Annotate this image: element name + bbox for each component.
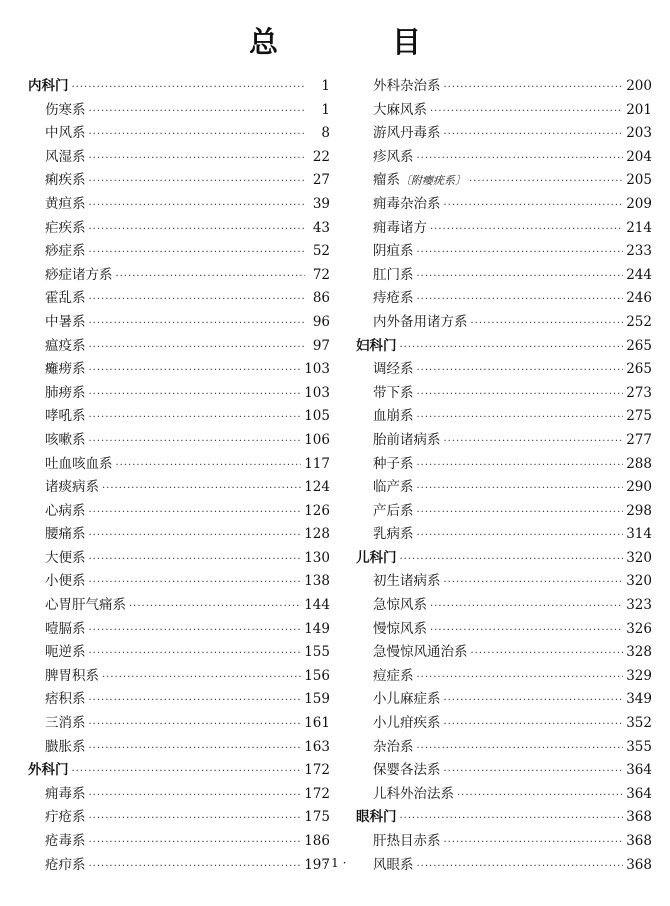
toc-label: 风湿系 [45,148,86,165]
toc-entry-row[interactable] [356,499,652,523]
toc-entry-row[interactable] [356,381,652,405]
toc-entry-row[interactable] [28,735,330,759]
toc-page-number: 275 [626,408,652,425]
page-number-footer: · 1 · [323,856,347,870]
toc-entry-row[interactable] [356,829,652,853]
dot-leader [444,436,624,447]
toc-label: 癱痨系 [45,361,86,378]
dot-leader [457,790,623,801]
toc-page-number: 72 [312,266,330,283]
toc-page-number: 329 [626,667,652,684]
dot-leader [417,483,624,494]
toc-entry-row[interactable] [356,687,652,711]
toc-page-number: 290 [626,479,652,496]
toc-page-number: 326 [626,620,652,637]
toc-page-number: 288 [626,455,652,472]
toc-page-number: 22 [312,148,330,165]
dot-leader [417,460,624,471]
toc-entry-row[interactable] [28,569,330,593]
toc-label: 外科杂治系 [373,78,441,94]
toc-entry-row[interactable] [28,546,330,570]
toc-entry-row[interactable] [356,522,652,546]
dot-leader [116,271,306,282]
toc-page-number: 144 [304,597,330,614]
toc-label: 杂治系 [373,738,414,755]
dot-leader [102,672,301,683]
dot-leader [417,365,624,376]
dot-leader [444,82,624,93]
toc-label: 瘤系 [373,172,400,189]
toc-label: 大麻风系 [373,101,427,118]
toc-page-number: 156 [304,667,330,684]
toc-entry-row[interactable] [28,664,330,688]
toc-entry-row[interactable] [356,168,652,192]
toc-label: 内外备用诸方系 [373,313,468,330]
toc-right-column [356,74,652,876]
toc-label: 疹风系 [373,148,414,165]
toc-section-row[interactable] [28,758,330,782]
dot-leader [89,530,302,541]
dot-leader [89,837,302,848]
dot-leader [102,483,301,494]
toc-entry-row[interactable] [28,216,330,240]
toc-page-number: 86 [312,290,330,307]
toc-page-number: 246 [626,290,652,307]
dot-leader [469,176,623,187]
toc-label: 风眼系 [373,856,414,873]
dot-leader [89,129,306,140]
toc-label: 带下系 [373,384,414,401]
toc-label: 痈毒系 [45,785,86,802]
toc-page-number: 155 [304,644,330,661]
dot-leader [417,294,624,305]
toc-page-number: 124 [304,479,330,496]
toc-entry-row[interactable] [356,640,652,664]
toc-label: 乳病系 [373,526,414,543]
toc-label: 小便系 [45,573,86,590]
toc-entry-row[interactable] [28,381,330,405]
toc-label: 噎膈系 [45,620,86,637]
toc-label: 中风系 [45,125,86,142]
toc-label: 痔疮系 [373,290,414,307]
toc-page-number: 197 [304,856,330,873]
toc-page-number: 320 [626,573,652,590]
dot-leader [116,460,302,471]
toc-page-number: 323 [626,597,652,614]
toc-page-number: 320 [626,549,652,566]
toc-label: 中暑系 [45,313,86,330]
toc-page-number: 172 [304,762,330,779]
toc-label: 眼科门 [356,809,397,826]
toc-label: 心胃肝气痛系 [45,597,126,614]
toc-entry-row[interactable] [28,805,330,829]
toc-page-number: 204 [626,148,652,165]
dot-leader [471,648,624,659]
toc-page-number: 277 [626,431,652,448]
toc-page-number: 159 [304,691,330,708]
toc-entry-row[interactable] [356,216,652,240]
dot-leader [89,106,306,117]
dot-leader [430,106,623,117]
toc-entry-row[interactable] [356,569,652,593]
dot-leader [417,672,624,683]
dot-leader [89,743,302,754]
dot-leader [89,224,306,235]
dot-leader [89,554,302,565]
toc-page-number: 368 [626,856,652,873]
toc-entry-row[interactable] [28,286,330,310]
toc-entry-row[interactable] [356,121,652,145]
dot-leader [89,412,302,423]
toc-label: 腰痛系 [45,526,86,543]
toc-entry-row[interactable] [28,98,330,122]
toc-entry-row[interactable] [28,640,330,664]
toc-entry-row[interactable] [356,192,652,216]
dot-leader [417,530,624,541]
toc-entry-row[interactable] [356,74,652,98]
toc-entry-row[interactable] [28,404,330,428]
dot-leader [444,577,624,588]
dot-leader [89,813,302,824]
toc-label: 痢疾系 [45,172,86,189]
dot-leader [89,507,302,518]
toc-page-number: 105 [304,408,330,425]
toc-page-number: 97 [312,337,330,354]
toc-entry-row[interactable] [356,735,652,759]
dot-leader [89,153,306,164]
toc-page-number: 205 [626,172,652,189]
toc-page-number: 27 [312,172,330,189]
toc-entry-row[interactable] [356,286,652,310]
toc-page-number: 175 [304,809,330,826]
toc-label: 外科门 [28,762,69,779]
toc-page-number: 355 [626,738,652,755]
toc-label: 儿科门 [356,549,397,566]
toc-page-number: 117 [304,455,330,472]
toc-entry-row[interactable] [356,404,652,428]
toc-label: 黄疸系 [45,195,86,212]
toc-label: 痧症系 [45,243,86,260]
toc-label: 急慢惊风通治系 [373,644,468,661]
toc-label: 吐血咳血系 [45,455,113,472]
toc-page-number: 103 [304,361,330,378]
toc-label: 游风丹毒系 [373,125,441,142]
toc-page-number: 244 [626,266,652,283]
toc-page-number: 1 [321,101,330,118]
toc-page-number: 364 [626,785,652,802]
toc-label: 小儿麻症系 [373,691,441,708]
toc-label: 疔疮系 [45,809,86,826]
toc-label: 产后系 [373,502,414,519]
dot-leader [89,318,306,329]
toc-label: 肛门系 [373,266,414,283]
toc-entry-row[interactable] [28,192,330,216]
toc-entry-row[interactable] [28,145,330,169]
toc-label: 妇科门 [356,337,397,354]
toc-label: 保婴各法系 [373,762,441,779]
toc-entry-row[interactable] [28,263,330,287]
toc-page-number: 273 [626,384,652,401]
toc-left-column [28,74,330,876]
toc-label: 痈毒诸方 [373,219,427,236]
toc-entry-row[interactable] [28,617,330,641]
toc-page-number: 172 [304,785,330,802]
toc-page-number: 163 [304,738,330,755]
toc-page-number: 186 [304,833,330,849]
dot-leader [444,200,624,211]
toc-entry-row[interactable] [356,310,652,334]
dot-leader [89,365,302,376]
toc-page-number: 52 [312,243,330,260]
toc-label: 急惊风系 [373,597,427,614]
dot-leader [89,790,302,801]
toc-label: 内科门 [28,78,69,94]
toc-entry-row[interactable] [28,452,330,476]
toc-page-number: 161 [304,715,330,732]
toc-entry-row[interactable] [28,687,330,711]
toc-label: 哮吼系 [45,408,86,425]
toc-entry-row[interactable] [356,263,652,287]
toc-page-number: 106 [304,431,330,448]
toc-page-number: 43 [312,219,330,236]
toc-label: 疟疾系 [45,219,86,236]
toc-label: 肝热目赤系 [373,833,441,849]
toc-entry-row[interactable] [28,593,330,617]
dot-leader [89,577,302,588]
dot-leader [72,766,302,777]
toc-label: 初生诸病系 [373,573,441,590]
toc-page-number: 130 [304,549,330,566]
toc-label: 血崩系 [373,408,414,425]
toc-entry-row[interactable] [356,593,652,617]
toc-section-row[interactable] [356,805,652,829]
toc-entry-row[interactable] [28,334,330,358]
toc-page-number: 265 [626,337,652,354]
toc-section-row[interactable] [28,74,330,98]
page-title: 总 目 [248,25,474,59]
toc-entry-row[interactable] [356,239,652,263]
toc-entry-row[interactable] [28,829,330,853]
dot-leader [430,625,623,636]
toc-page-number: 126 [304,502,330,519]
toc-note: 〔附瘿疣系〕 [400,174,466,188]
toc-page-number: 328 [626,644,652,661]
dot-leader [430,601,623,612]
toc-page-number: 128 [304,526,330,543]
toc-label: 伤寒系 [45,101,86,118]
toc-page-number: 1 [321,78,330,94]
toc-entry-row[interactable] [356,98,652,122]
toc-page-number: 138 [304,573,330,590]
dot-leader [400,342,624,353]
toc-label: 痧症诸方系 [45,266,113,283]
toc-page-number: 265 [626,361,652,378]
toc-page-number: 209 [626,195,652,212]
toc-label: 肺痨系 [45,384,86,401]
toc-page-number: 349 [626,691,652,708]
toc-entry-row[interactable] [28,239,330,263]
dot-leader [89,695,302,706]
toc-label: 痞积系 [45,691,86,708]
toc-page-number: 252 [626,313,652,330]
toc-label: 瘟疫系 [45,337,86,354]
toc-label: 咳嗽系 [45,431,86,448]
toc-label: 大便系 [45,549,86,566]
toc-entry-row[interactable] [356,711,652,735]
toc-page-number: 298 [626,502,652,519]
dot-leader [417,271,624,282]
toc-page-number: 96 [312,313,330,330]
toc-label: 臌胀系 [45,738,86,755]
toc-label: 调经系 [373,361,414,378]
toc-page-number: 214 [626,219,652,236]
toc-entry-row[interactable] [356,475,652,499]
toc-label: 疮疖系 [45,856,86,873]
dot-leader [417,389,624,400]
toc-label: 慢惊风系 [373,620,427,637]
dot-leader [89,294,306,305]
toc-entry-row[interactable] [28,168,330,192]
dot-leader [400,813,624,824]
toc-page-number: 200 [626,78,652,94]
dot-leader [444,766,624,777]
toc-entry-row[interactable] [28,310,330,334]
toc-entry-row[interactable] [28,475,330,499]
dot-leader [89,389,302,400]
toc-label: 呃逆系 [45,644,86,661]
dot-leader [89,200,306,211]
toc-entry-row[interactable] [356,664,652,688]
toc-label: 霍乱系 [45,290,86,307]
toc-entry-row[interactable] [28,121,330,145]
toc-label: 儿科外治法系 [373,785,454,802]
dot-leader [417,247,624,258]
dot-leader [89,719,302,730]
dot-leader [400,554,624,565]
toc-entry-row[interactable] [356,617,652,641]
toc-page-number: 314 [626,526,652,543]
dot-leader [89,648,302,659]
toc-entry-row[interactable] [28,499,330,523]
toc-page-number: 201 [626,101,652,118]
dot-leader [417,507,624,518]
toc-label: 心病系 [45,502,86,519]
toc-entry-row[interactable] [28,711,330,735]
dot-leader [444,837,624,848]
dot-leader [417,743,624,754]
toc-label: 疮毒系 [45,833,86,849]
dot-leader [89,176,306,187]
dot-leader [417,412,624,423]
toc-section-row[interactable] [356,546,652,570]
dot-leader [444,695,624,706]
toc-label: 三消系 [45,715,86,732]
toc-entry-row[interactable] [356,782,652,806]
toc-entry-row[interactable] [28,357,330,381]
toc-page-number: 368 [626,833,652,849]
toc-entry-row[interactable] [28,782,330,806]
toc-label: 种子系 [373,455,414,472]
toc-label: 临产系 [373,479,414,496]
toc-page-number: 368 [626,809,652,826]
toc-label: 小儿疳疾系 [373,715,441,732]
dot-leader [89,625,302,636]
dot-leader [430,224,623,235]
dot-leader [471,318,624,329]
toc-entry-row[interactable] [356,357,652,381]
toc-page-number: 8 [321,125,330,142]
toc-section-row[interactable] [356,334,652,358]
toc-label: 痘症系 [373,667,414,684]
toc-page-number: 203 [626,125,652,142]
toc-entry-row[interactable] [356,452,652,476]
dot-leader [89,342,306,353]
dot-leader [89,247,306,258]
dot-leader [72,82,306,93]
toc-page-number: 364 [626,762,652,779]
dot-leader [444,129,624,140]
toc-page-number: 233 [626,243,652,260]
toc-label: 诸痰病系 [45,479,99,496]
toc-entry-row[interactable] [356,758,652,782]
toc-entry-row[interactable] [28,428,330,452]
toc-page-number: 352 [626,715,652,732]
dot-leader [89,436,302,447]
toc-label: 阴疽系 [373,243,414,260]
toc-entry-row[interactable] [356,145,652,169]
dot-leader [129,601,301,612]
toc-page-number: 103 [304,384,330,401]
toc-label: 胎前诸病系 [373,431,441,448]
toc-label: 痈毒杂治系 [373,195,441,212]
toc-page-number: 39 [312,195,330,212]
toc-entry-row[interactable] [356,428,652,452]
dot-leader [417,153,624,164]
dot-leader [444,719,624,730]
toc-entry-row[interactable] [28,522,330,546]
toc-page-number: 149 [304,620,330,637]
toc-label: 脾胃积系 [45,667,99,684]
